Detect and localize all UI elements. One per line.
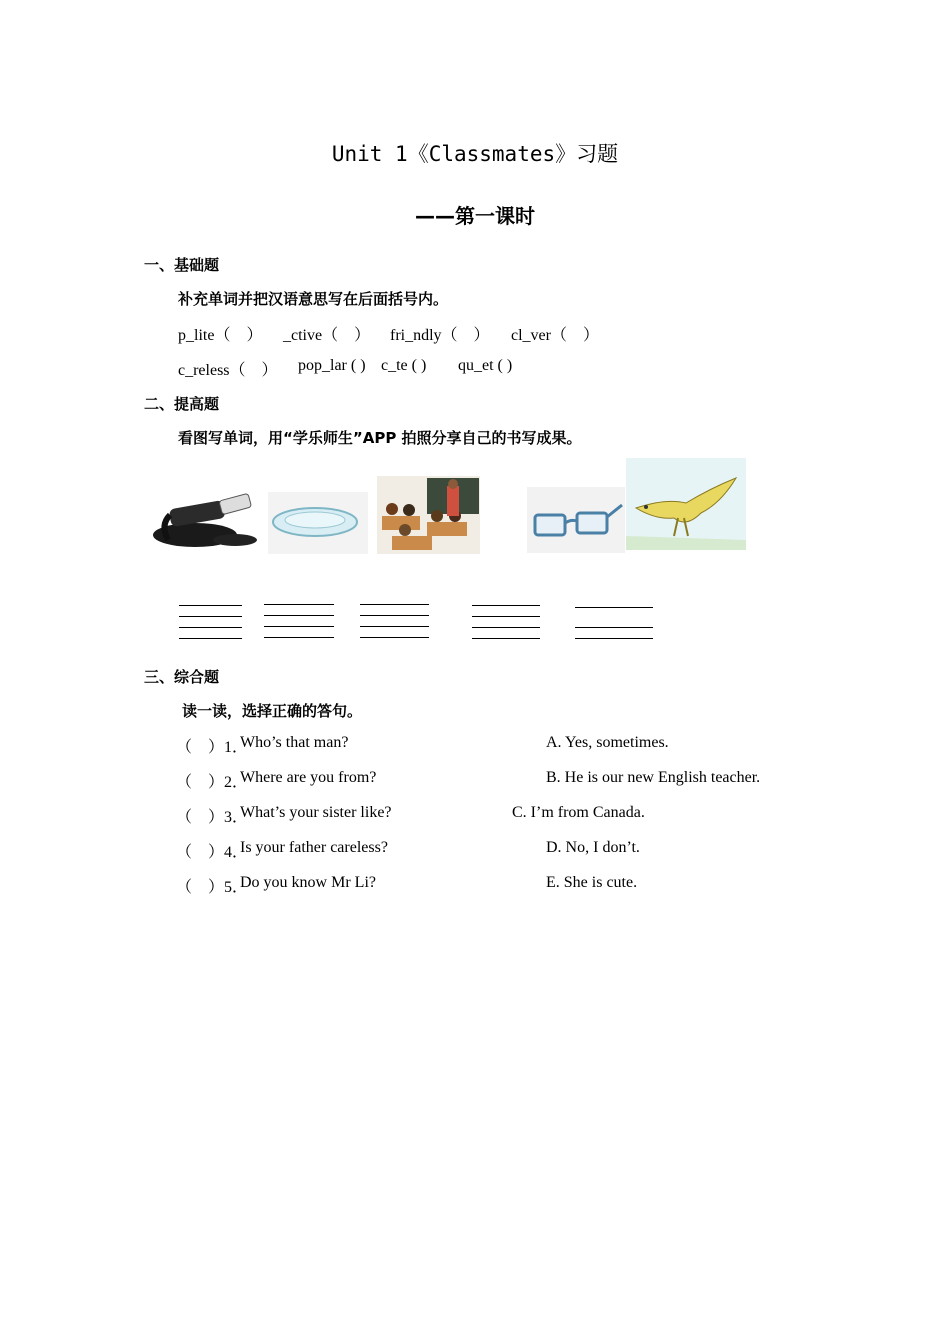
question-number: （ ）5．	[176, 879, 249, 896]
section2-instruction: 看图写单词，用“学乐师生”APP 拍照分享自己的书写成果。	[178, 429, 582, 447]
writing-lines[interactable]	[179, 605, 242, 639]
word-blank: c_te ( )	[381, 357, 427, 374]
answer-option: C. I’m from Canada.	[512, 804, 645, 821]
question-text: Who’s that man?	[240, 734, 349, 751]
word-blank: c_reless（ ）	[178, 362, 278, 379]
answer-option: E. She is cute.	[546, 874, 638, 891]
writing-lines[interactable]	[472, 605, 540, 639]
question-text: What’s your sister like?	[240, 804, 392, 821]
word-blank: pop_lar ( )	[298, 357, 366, 374]
page-subtitle: ——第一课时	[415, 204, 535, 228]
section2-heading: 二、提高题	[144, 395, 220, 413]
word-blank: _ctive（ ）	[283, 327, 371, 344]
word-blank: fri_ndly（ ）	[390, 327, 490, 344]
answer-option: B. He is our new English teacher.	[546, 769, 761, 786]
section3-instruction: 读一读，选择正确的答句。	[182, 702, 363, 720]
word-blank: qu_et ( )	[458, 357, 513, 374]
ink-spill-picture	[150, 485, 262, 550]
section1-heading: 一、基础题	[144, 256, 220, 274]
word-blank: cl_ver（ ）	[511, 327, 599, 344]
answer-option: A. Yes, sometimes.	[546, 734, 669, 751]
section1-instruction: 补充单词并把汉语意思写在后面括号内。	[178, 290, 449, 308]
writing-lines[interactable]	[575, 607, 653, 641]
question-text: Where are you from?	[240, 769, 377, 786]
plate-picture	[268, 492, 368, 554]
question-number: （ ）4．	[176, 844, 249, 861]
word-blank: p_lite（ ）	[178, 327, 263, 344]
question-number: （ ）1．	[176, 739, 249, 756]
question-number: （ ）3．	[176, 809, 249, 826]
question-text: Do you know Mr Li?	[240, 874, 376, 891]
answer-option: D. No, I don’t.	[546, 839, 640, 856]
question-number: （ ）2．	[176, 774, 249, 791]
question-text: Is your father careless?	[240, 839, 388, 856]
classroom-picture	[377, 476, 480, 554]
writing-lines[interactable]	[360, 604, 429, 638]
writing-lines[interactable]	[264, 604, 334, 638]
bird-picture	[626, 458, 746, 550]
section3-heading: 三、综合题	[144, 668, 220, 686]
page-title: Unit 1《Classmates》习题	[331, 142, 619, 166]
glasses-picture	[527, 487, 625, 553]
